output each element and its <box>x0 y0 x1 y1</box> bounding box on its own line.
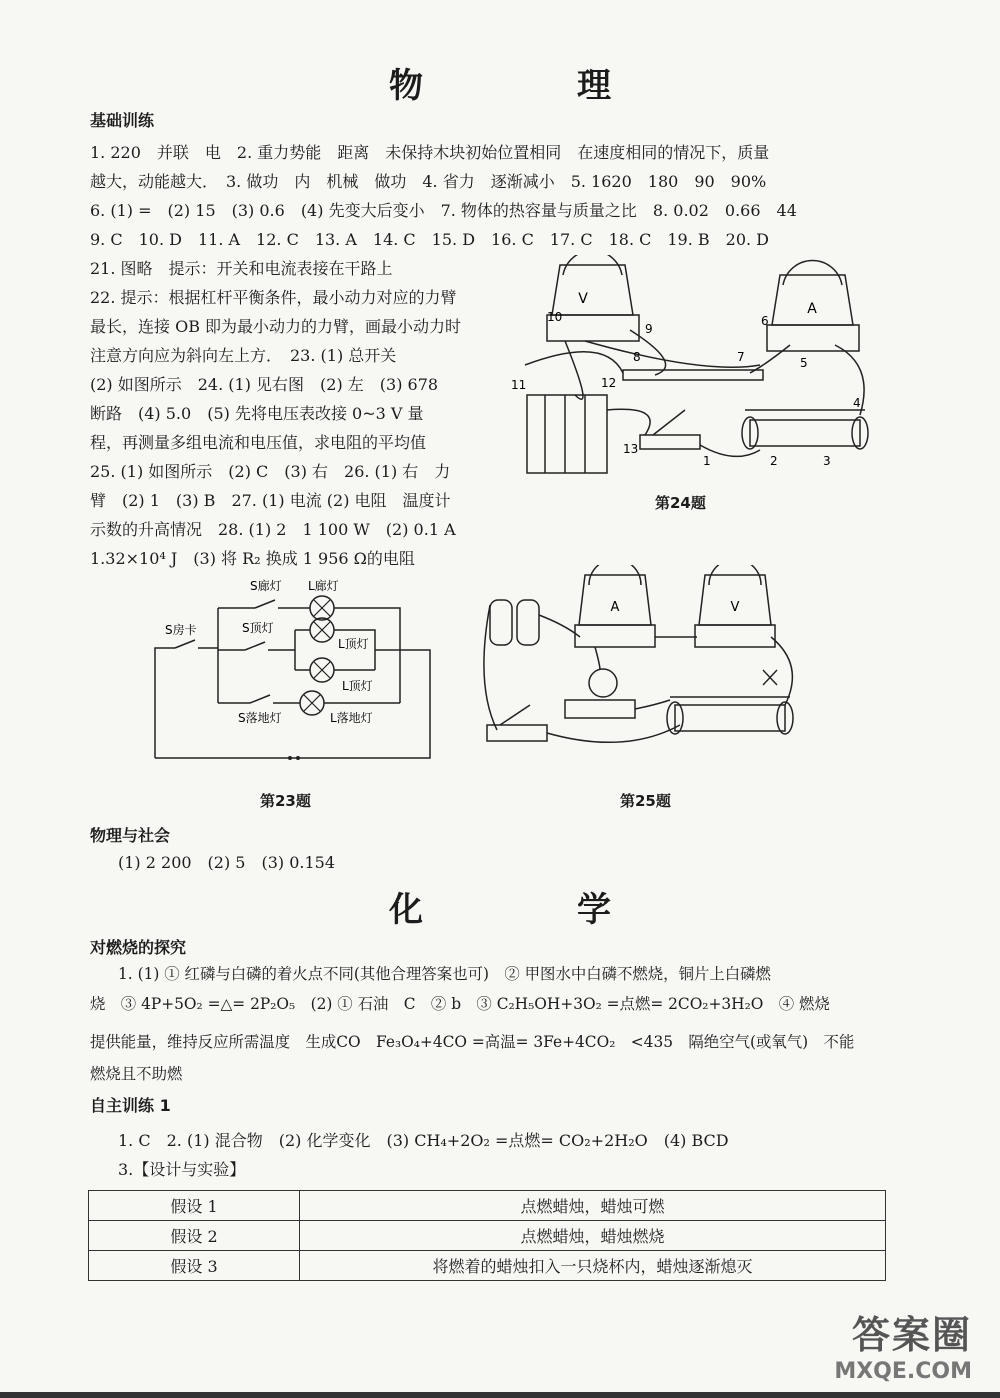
fig24-terminal-label: 13 <box>623 442 639 456</box>
figure-25-circuit <box>475 565 815 755</box>
physics-answer-line: 22. 提示：根据杠杆平衡条件，最小动力对应的力臂 <box>90 288 457 307</box>
fig24-ammeter-label: A <box>807 301 817 317</box>
fig23-label: S落地灯 <box>238 711 282 725</box>
physics-answer-line: 示数的升高情况 28. (1) 2 1 100 W (2) 0.1 A <box>90 520 456 539</box>
physics-answer-line: 程，再测量多组电流和电压值，求电阻的平均值 <box>90 433 427 452</box>
table-row <box>89 1191 886 1221</box>
chemistry-title: 化 学 <box>389 890 671 930</box>
fig24-terminal-label: 6 <box>761 314 769 328</box>
physics-basic-training-heading: 基础训练 <box>90 111 155 130</box>
figure-23-circuit-diagram <box>150 568 440 778</box>
table-row <box>89 1221 886 1251</box>
chemistry-design-experiment-label: 3.【设计与实验】 <box>118 1160 246 1179</box>
chemistry-combustion-heading: 对燃烧的探究 <box>90 938 187 957</box>
fig24-terminal-label: 1 <box>703 454 711 468</box>
physics-answer-line: 6. (1) = (2) 15 (3) 0.6 (4) 先变大后变小 7. 物体的热容量与质量之比 8. 0.02 0.66 44 <box>90 201 797 220</box>
fig24-terminal-label: 11 <box>511 378 527 392</box>
fig25-ammeter-label: A <box>610 600 620 615</box>
hypothesis-text: 将燃着的蜡烛扣入一只烧杯内，蜡烛逐渐熄灭 <box>300 1251 886 1281</box>
fig23-label: L顶灯 <box>338 637 369 651</box>
fig24-terminal-label: 10 <box>547 310 563 324</box>
figure-24-circuit <box>505 255 900 485</box>
fig24-terminal-label: 7 <box>737 350 745 364</box>
fig23-label: S廊灯 <box>250 579 282 593</box>
table-row <box>89 1251 886 1281</box>
watermark-url: MXQE.COM <box>834 1359 972 1384</box>
chemistry-answer-line: 提供能量，维持反应所需温度 生成CO Fe₃O₄+4CO =高温= 3Fe+4CO₂ <435 隔绝空气(或氧气) 不能 <box>90 1033 855 1051</box>
figure-24-caption: 第24题 <box>655 494 706 512</box>
physics-society-answers: (1) 2 200 (2) 5 (3) 0.154 <box>118 853 336 872</box>
chemistry-answer-line: 烧 ③ 4P+5O₂ =△= 2P₂O₅ (2) ① 石油 C ② b ③ C₂H₅OH+3O₂ =点燃= 2CO₂+3H₂O ④ 燃烧 <box>90 995 830 1013</box>
hypothesis-text: 点燃蜡烛，蜡烛燃烧 <box>300 1221 886 1251</box>
physics-answer-line: 臂 (2) 1 (3) B 27. (1) 电流 (2) 电阻 温度计 <box>90 491 451 510</box>
chemistry-self-training-answers: 1. C 2. (1) 混合物 (2) 化学变化 (3) CH₄+2O₂ =点燃= CO₂+2H₂O (4) BCD <box>118 1131 729 1150</box>
physics-society-heading: 物理与社会 <box>90 826 171 845</box>
physics-answer-line: 最长，连接 OB 即为最小动力的力臂，画最小动力时 <box>90 317 462 336</box>
fig24-terminal-label: 5 <box>800 356 808 370</box>
hypothesis-name: 假设 1 <box>89 1191 300 1221</box>
hypothesis-table <box>88 1190 886 1281</box>
fig25-voltmeter-label: V <box>730 600 740 615</box>
fig24-terminal-label: 4 <box>853 396 861 410</box>
physics-answer-line: 1. 220 并联 电 2. 重力势能 距离 未保持木块初始位置相同 在速度相同的情况下，质量 <box>90 143 770 162</box>
figure-23-caption: 第23题 <box>260 792 311 810</box>
chemistry-answer-line: 1. (1) ① 红磷与白磷的着火点不同(其他合理答案也可) ② 甲图水中白磷不燃烧，铜片上白磷燃 <box>118 965 771 983</box>
physics-answer-line: 越大，动能越大． 3. 做功 内 机械 做功 4. 省力 逐渐减小 5. 1620 180 90 90% <box>90 172 767 191</box>
physics-answer-line: 25. (1) 如图所示 (2) C (3) 右 26. (1) 右 力 <box>90 462 451 481</box>
physics-answer-line: (2) 如图所示 24. (1) 见右图 (2) 左 (3) 678 <box>90 375 439 394</box>
physics-title: 物 理 <box>389 66 671 106</box>
fig23-label: L顶灯 <box>342 679 373 693</box>
fig23-label: S房卡 <box>165 623 197 637</box>
physics-answer-line: 9. C 10. D 11. A 12. C 13. A 14. C 15. D 16. C 17. C 18. C 19. B 20. D <box>90 230 769 249</box>
physics-answer-line: 断路 (4) 5.0 (5) 先将电压表改接 0~3 V 量 <box>90 404 424 423</box>
hypothesis-name: 假设 3 <box>89 1251 300 1281</box>
chemistry-answer-line: 燃烧且不助燃 <box>90 1065 183 1083</box>
hypothesis-name: 假设 2 <box>89 1221 300 1251</box>
fig24-terminal-label: 12 <box>601 376 617 390</box>
fig24-terminal-label: 9 <box>645 322 653 336</box>
fig24-voltmeter-label: V <box>578 291 588 307</box>
fig24-terminal-label: 3 <box>823 454 831 468</box>
chemistry-self-training-heading: 自主训练 1 <box>90 1096 171 1115</box>
figure-25-caption: 第25题 <box>620 792 671 810</box>
fig24-terminal-label: 2 <box>770 454 778 468</box>
watermark <box>834 1304 972 1384</box>
fig23-label: S顶灯 <box>242 621 274 635</box>
physics-answer-line: 21. 图略 提示：开关和电流表接在干路上 <box>90 259 393 278</box>
fig23-label: L廊灯 <box>308 579 339 593</box>
hypothesis-text: 点燃蜡烛，蜡烛可燃 <box>300 1191 886 1221</box>
bottom-edge-bar <box>0 1392 1000 1398</box>
fig23-label: L落地灯 <box>330 711 373 725</box>
physics-answer-line: 注意方向应为斜向左上方． 23. (1) 总开关 <box>90 346 397 365</box>
watermark-main: 答案圈 <box>851 1313 972 1357</box>
fig24-terminal-label: 8 <box>633 350 641 364</box>
physics-answer-line: 1.32×10⁴ J (3) 将 R₂ 换成 1 956 Ω的电阻 <box>90 549 415 568</box>
